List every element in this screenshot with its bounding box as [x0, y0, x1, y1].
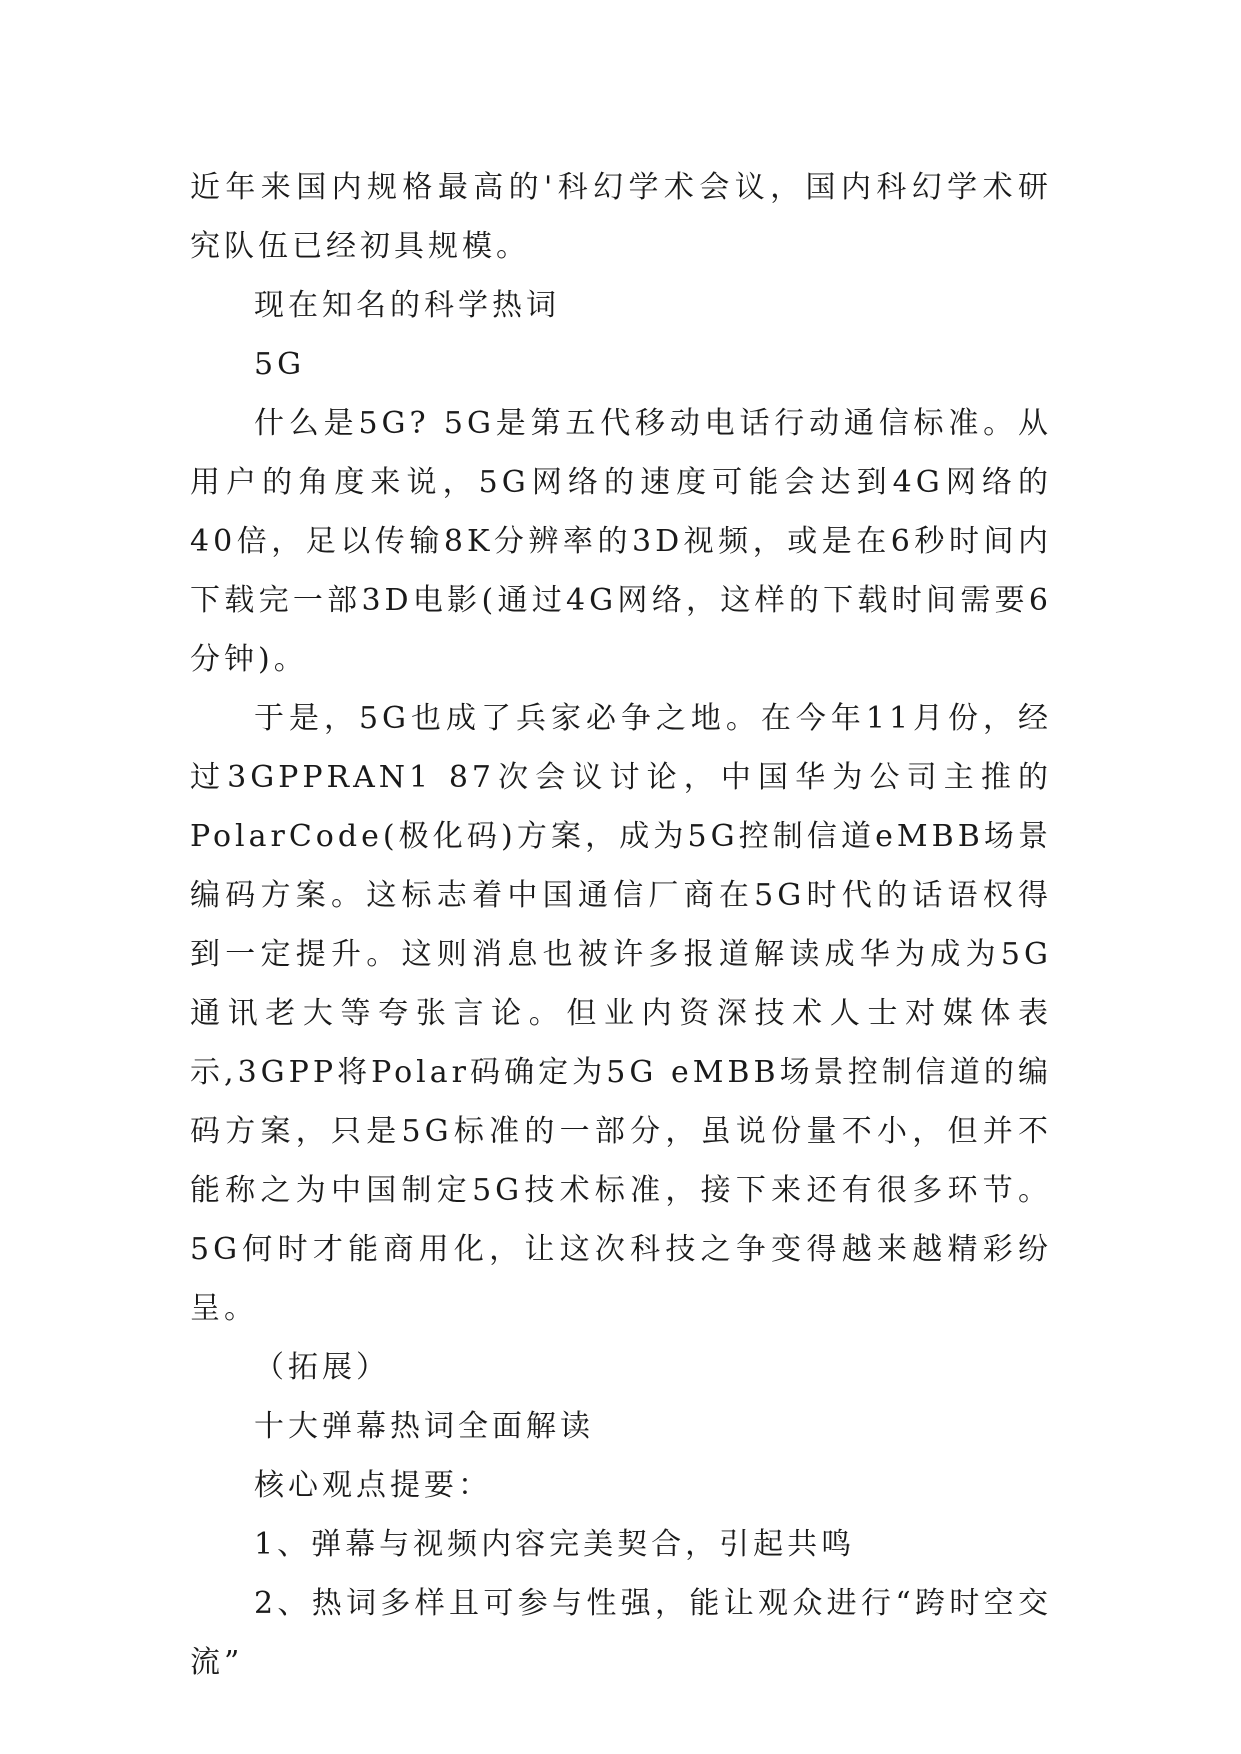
- document-body: [190, 158, 1052, 1692]
- paragraph-what-is-5g: 什么是5G? 5G是第五代移动电话行动通信标准。从用户的角度来说，5G网络的速度可能会达到4G网络的40倍，足以传输8K分辨率的3D视频，或是在6秒时间内下载完一部3D电影(通过4G网络，这样的下载时间需要6分钟)。: [190, 406, 1052, 677]
- heading-5g: 5G: [254, 347, 306, 382]
- list-item-point-2: 2、热词多样且可参与性强，能让观众进行“跨时空交流”: [190, 1586, 1052, 1680]
- heading-science-hot-words: 现在知名的科学热词: [254, 288, 560, 323]
- label-extension: （拓展）: [254, 1350, 390, 1385]
- heading-danmaku-hot-words: 十大弹幕热词全面解读: [254, 1409, 594, 1444]
- paragraph-intro: 近年来国内规格最高的'科幻学术会议，国内科幻学术研究队伍已经初具规模。: [190, 170, 1052, 264]
- list-item-point-1: 1、弹幕与视频内容完美契合，引起共鸣: [254, 1527, 856, 1562]
- heading-key-points: 核心观点提要：: [254, 1468, 492, 1503]
- paragraph-5g-competition: 于是，5G也成了兵家必争之地。在今年11月份，经过3GPPRAN1 87次会议讨论，中国华为公司主推的PolarCode(极化码)方案，成为5G控制信道eMBB场景编码方案。这标志着中国通信厂商在5G时代的话语权得到一定提升。这则消息也被许多报道解读成华为成为5G通讯老大等夸张言论。但业内资深技术人士对媒体表示,3GPP将Polar码确定为5G eMBB场景控制信道的编码方案，只是5G标准的一部分，虽说份量不小，但并不能称之为中国制定5G技术标准，接下来还有很多环节。 5G何时才能商用化，让这次科技之争变得越来越精彩纷呈。: [190, 701, 1052, 1326]
